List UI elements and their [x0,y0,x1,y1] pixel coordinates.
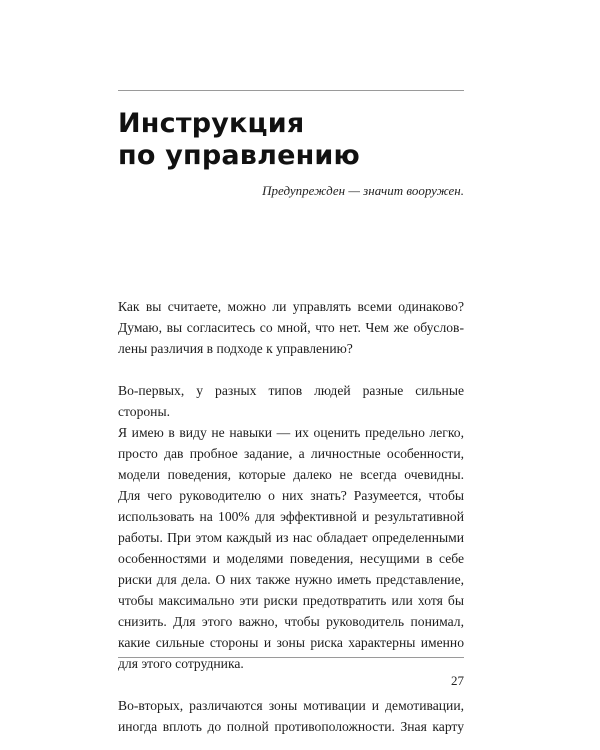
text-line: Я имею в виду не навыки — их оценить предельно легко, [118,425,464,440]
epigraph: Предупрежден — значит вооружен. [262,183,464,198]
text-line: использовать на 100% для эффективной и результативной [118,509,464,524]
body-text [118,296,464,737]
text-line: снизить. Для этого важно, чтобы руководитель понимал, [118,614,464,629]
chapter-title-line-1: Инструкция [118,108,305,139]
page-number: 27 [451,673,464,688]
paragraph-3 [118,695,464,737]
text-line: риски для дела. О них также нужно иметь представление, [118,572,464,587]
bottom-divider [118,657,464,658]
text-line: лены различия в подходе к управлению? [118,341,353,356]
text-line: Для чего руководителю о них знать? Разумеется, чтобы [118,488,464,503]
text-line: особенностями и моделями поведения, несущими в себе [118,551,464,566]
chapter-title-line-2: по управлению [118,140,361,171]
text-line: чтобы максимально эти риски предотвратить или хотя бы [118,593,464,608]
paragraph-2 [118,380,464,674]
text-line: работы. При этом каждый из нас обладает определенными [118,530,464,545]
text-line: просто дав пробное задание, а личностные особенности, [118,446,464,461]
text-line: Как вы считаете, можно ли управлять всеми одинаково? [118,299,464,314]
paragraph-1 [118,296,464,359]
text-line: для этого сотрудника. [118,656,244,671]
text-line: иногда вплоть до полной противоположности. Зная карту [118,719,464,734]
text-line: Думаю, вы согласитесь со мной, что нет. Чем же обуслов- [118,320,464,335]
top-divider [118,90,464,91]
chapter-title [118,108,360,172]
text-line: модели поведения, которые далеко не всегда очевидны. [118,467,464,482]
text-line: Во-вторых, различаются зоны мотивации и демотивации, [118,698,464,713]
text-line: какие сильные стороны и зоны риска характерны именно [118,635,464,650]
text-line: Во-первых, у разных типов людей разные сильные стороны. [118,383,464,419]
